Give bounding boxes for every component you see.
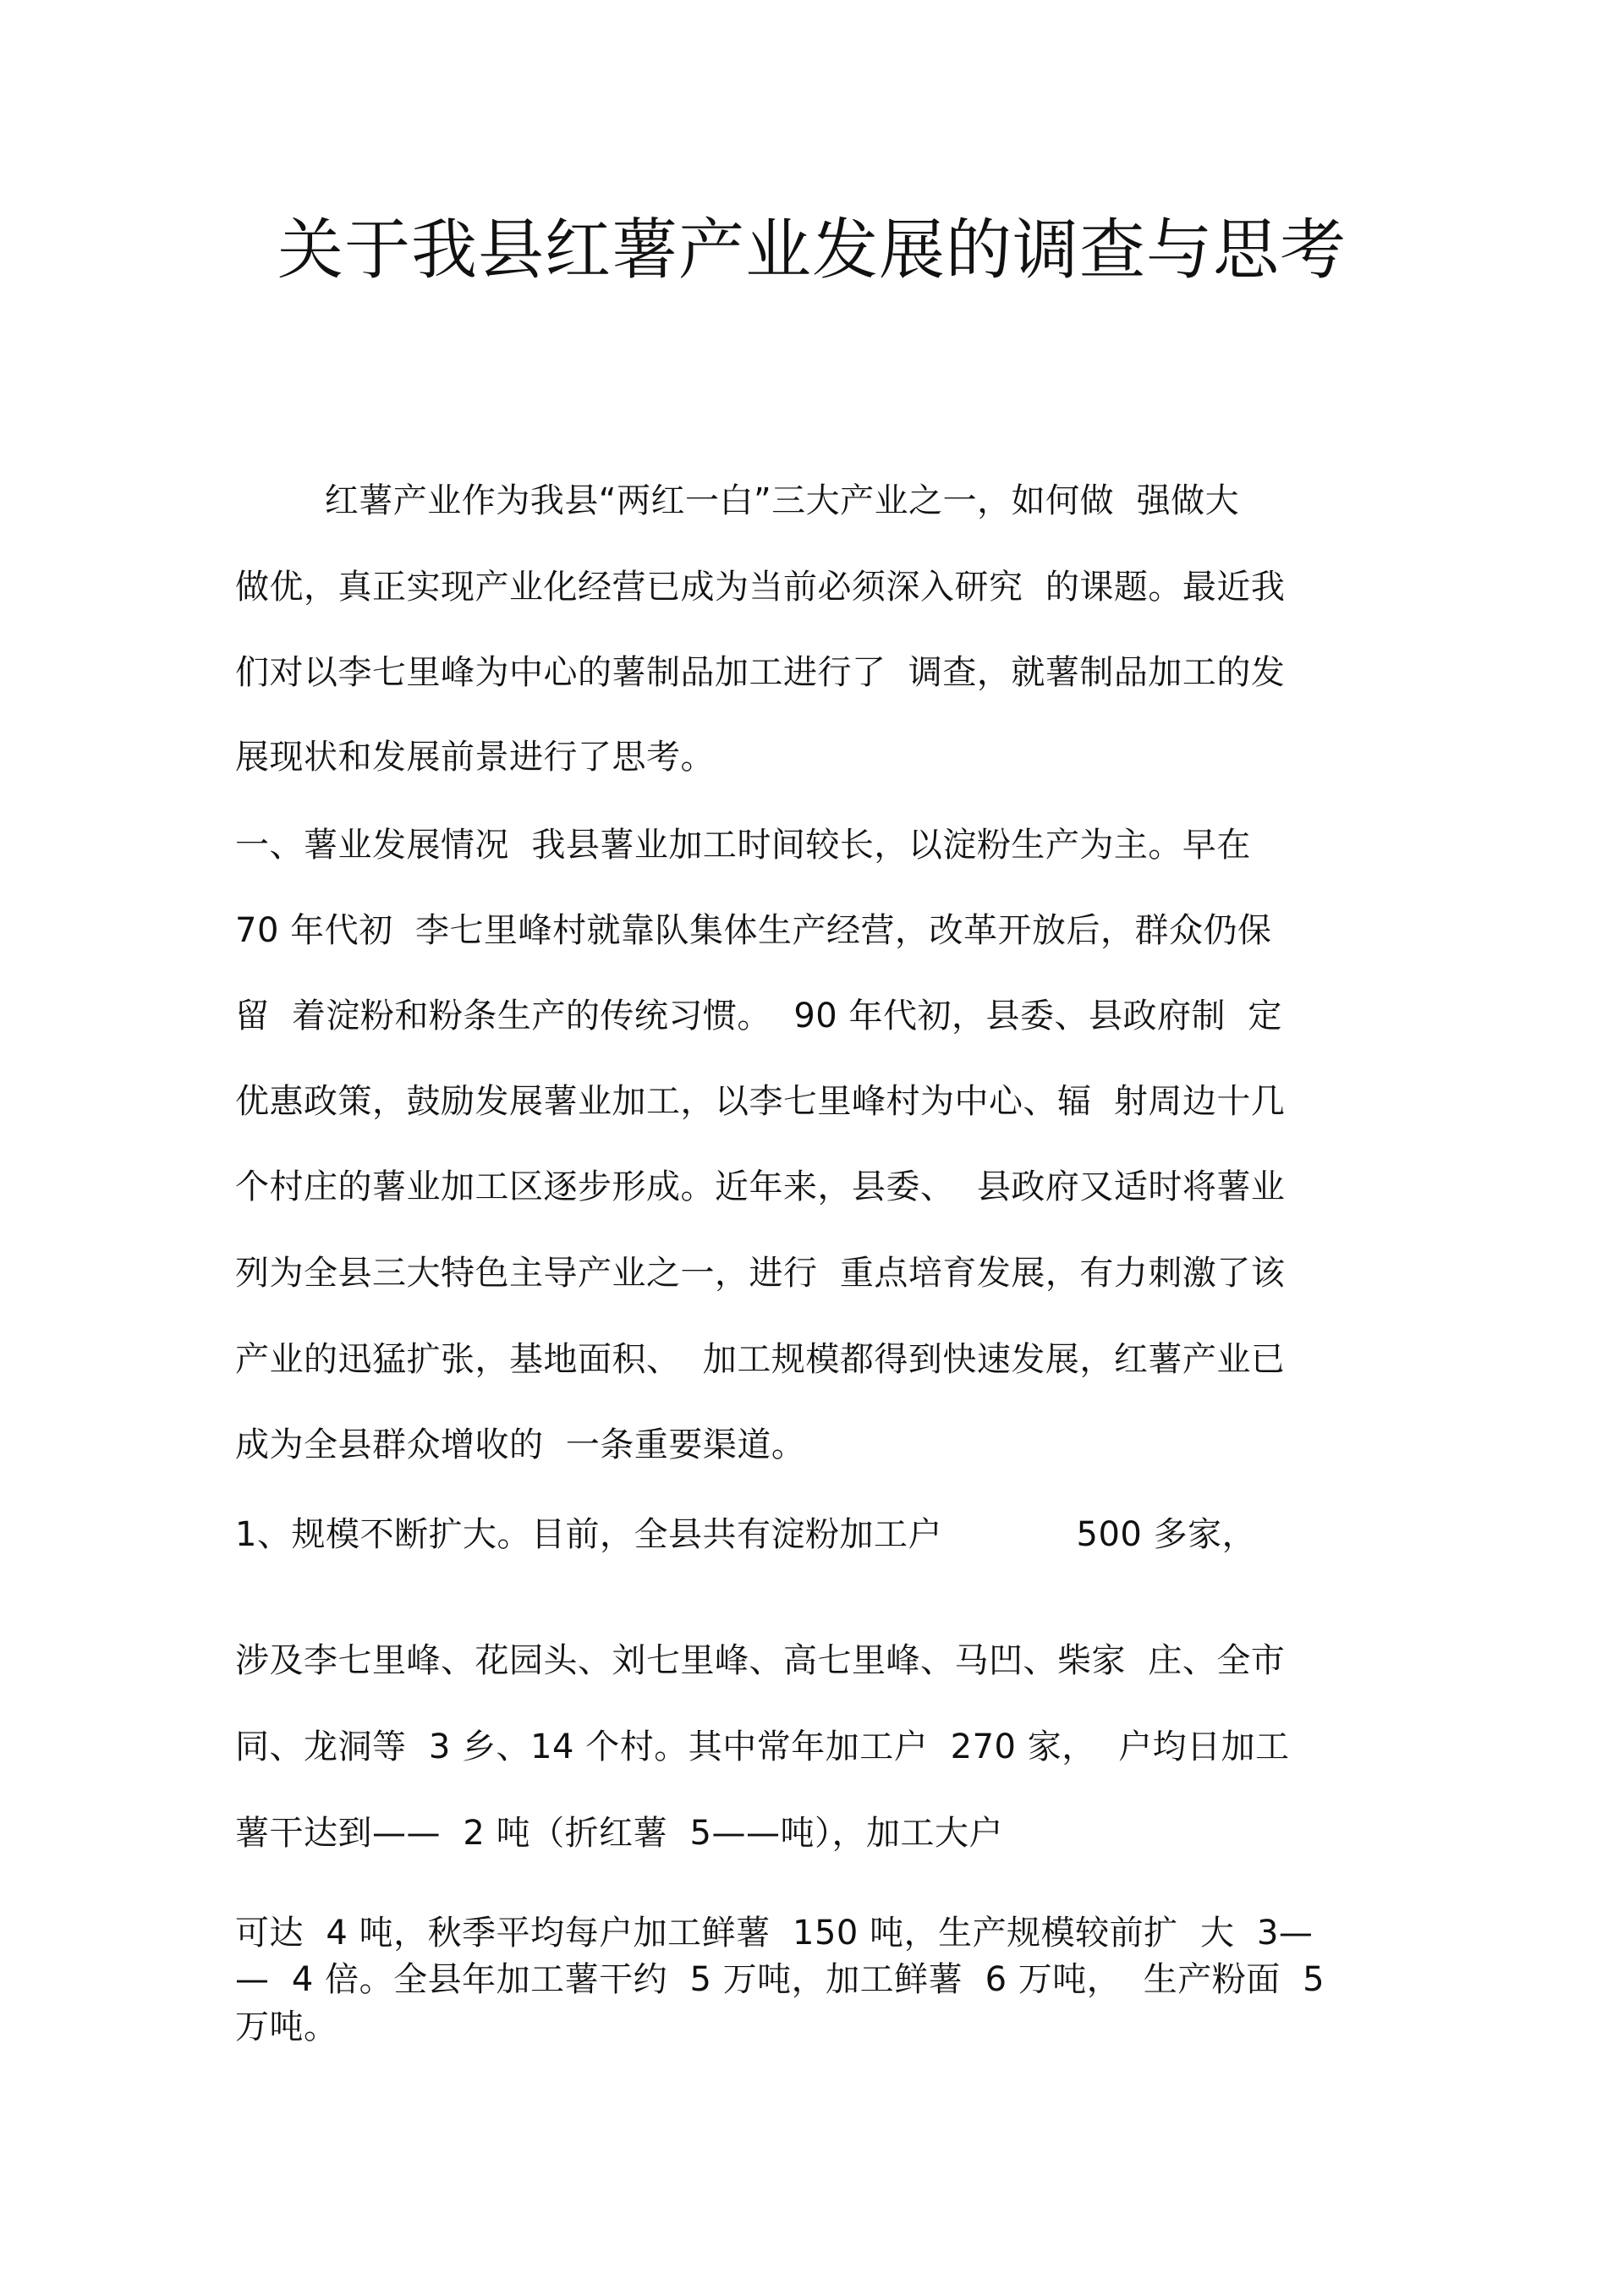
document-title: 关于我县红薯产业发展的调查与思考: [277, 212, 1347, 288]
paragraph-line: 1、规模不断扩大。目前，全县共有淀粉加工户 500 多家，: [235, 1515, 1257, 1554]
paragraph-line: 列为全县三大特色主导产业之一，进行 重点培育发展，有力刺激了该: [235, 1254, 1286, 1293]
paragraph-line: 同、龙洞等 3 乡、14 个村。其中常年加工户 270 家， 户均日加工: [235, 1727, 1290, 1766]
paragraph-line: 做优，真正实现产业化经营已成为当前必须深入研究 的课题。最近我: [235, 568, 1286, 607]
paragraph-line: 们对以李七里峰为中心的薯制品加工进行了 调查，就薯制品加工的发: [235, 653, 1286, 692]
paragraph-line: 薯干达到—— 2 吨（折红薯 5——吨），加工大户: [235, 1814, 1003, 1853]
paragraph-line: 成为全县群众增收的 一条重要渠道。: [235, 1425, 806, 1464]
paragraph-line: 产业的迅猛扩张，基地面积、 加工规模都得到快速发展，红薯产业已: [235, 1340, 1286, 1379]
paragraph-line: 万吨。: [235, 2008, 338, 2046]
paragraph-line: 红薯产业作为我县“两红一白”三大产业之一，如何做 强做大: [235, 481, 1240, 520]
paragraph-line: 个村庄的薯业加工区逐步形成。近年来，县委、 县政府又适时将薯业: [235, 1167, 1286, 1206]
paragraph-line: 展现状和发展前景进行了思考。: [235, 738, 715, 777]
paragraph-line: 留 着淀粉和粉条生产的传统习惯。 90 年代初，县委、县政府制 定: [235, 997, 1282, 1035]
paragraph-line: 一、薯业发展情况 我县薯业加工时间较长，以淀粉生产为主。早在: [235, 826, 1251, 865]
paragraph-line: 可达 4 吨，秋季平均每户加工鲜薯 150 吨，生产规模较前扩 大 3—: [235, 1914, 1314, 1953]
paragraph-line: — 4 倍。全县年加工薯干约 5 万吨，加工鲜薯 6 万吨， 生产粉面 5: [235, 1960, 1325, 1999]
paragraph-line: 优惠政策，鼓励发展薯业加工，以李七里峰村为中心、辐 射周边十几: [235, 1082, 1286, 1121]
paragraph-line: 70 年代初 李七里峰村就靠队集体生产经营，改革开放后，群众仍保: [235, 911, 1272, 950]
paragraph-line: 涉及李七里峰、花园头、刘七里峰、高七里峰、马凹、柴家 庄、全市: [235, 1641, 1286, 1680]
